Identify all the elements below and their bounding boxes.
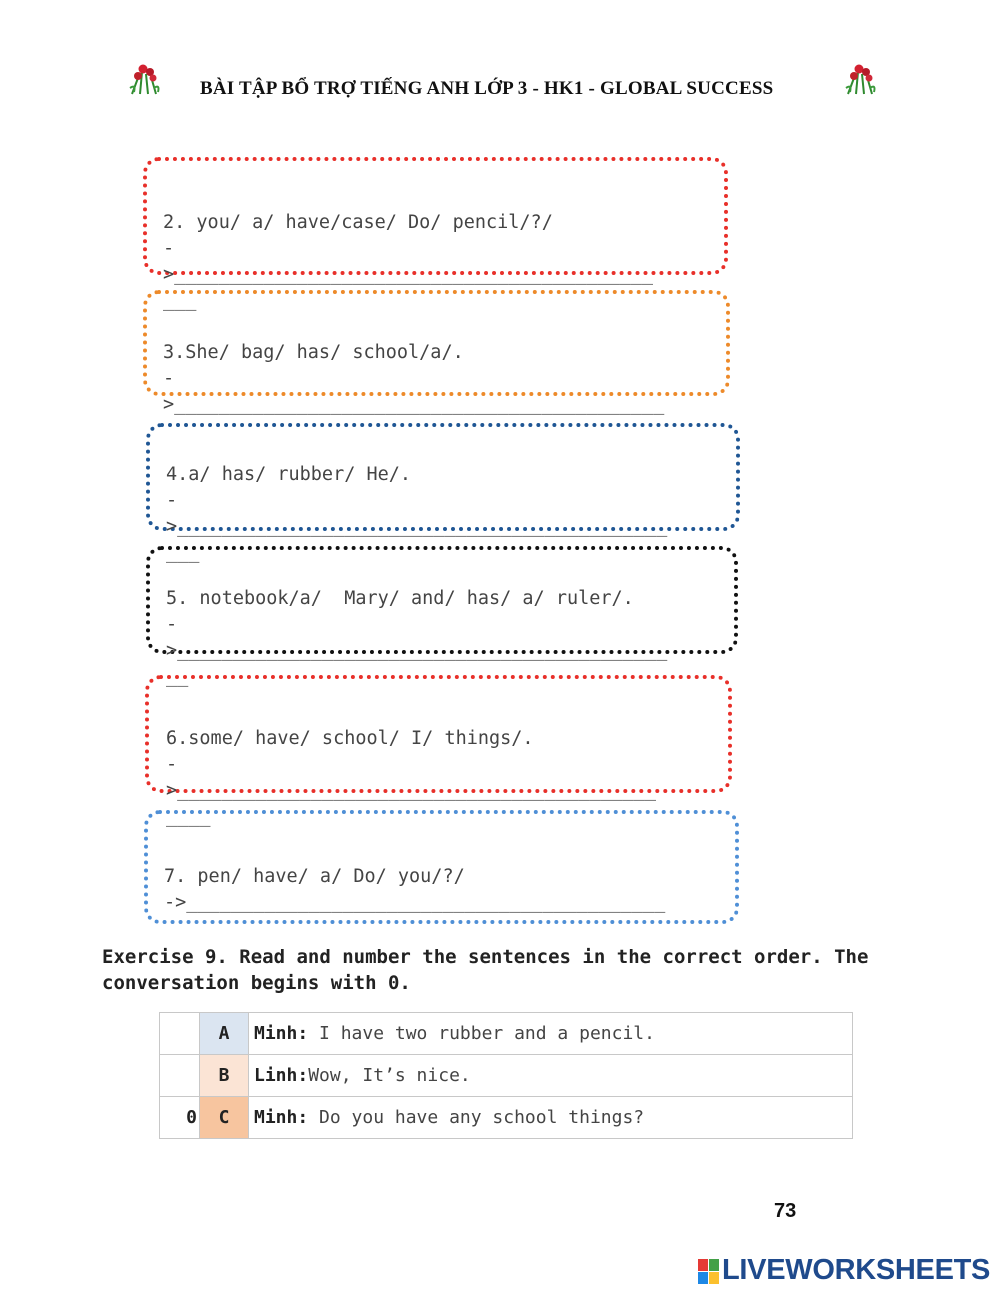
answer-arrow: - <box>163 368 175 389</box>
answer-line[interactable]: ->___________________________________________ <box>164 892 666 913</box>
answer-line[interactable]: >____________________________________________ <box>166 516 668 537</box>
answer-line-overflow: ____ <box>166 806 211 827</box>
exercise-title: Exercise 9. Read and number the sentences in the correct order. The conversation begins with 0. <box>102 946 869 994</box>
page-header <box>0 70 1000 110</box>
answer-line[interactable]: >___________________________________________ <box>166 780 657 801</box>
table-row <box>160 1055 853 1097</box>
order-number-cell[interactable] <box>160 1055 200 1097</box>
sentence-cell <box>249 1055 853 1097</box>
question-text-5 <box>166 560 667 690</box>
letter-cell: B <box>200 1055 249 1097</box>
sentence-text: I have two rubber and a pencil. <box>308 1023 655 1044</box>
question-prompt: 7. pen/ have/ a/ Do/ you/?/ <box>164 866 465 887</box>
speaker-name: Minh: <box>254 1023 309 1044</box>
speaker-name: Minh: <box>254 1107 309 1128</box>
answer-line-overflow: ___ <box>166 542 200 563</box>
page-number: 73 <box>774 1200 797 1222</box>
answer-arrow: - <box>166 614 178 635</box>
question-prompt: 4.a/ has/ rubber/ He/. <box>166 464 412 485</box>
question-text-7 <box>164 838 665 916</box>
brand-footer[interactable] <box>698 1254 998 1288</box>
conversation-table <box>159 1012 853 1139</box>
answer-line-overflow: ___ <box>163 290 197 311</box>
liveworksheets-logo-icon <box>698 1259 720 1285</box>
question-text-3 <box>163 314 664 418</box>
speaker-name: Linh: <box>254 1065 309 1086</box>
answer-arrow: - <box>166 754 178 775</box>
sentence-cell <box>249 1013 853 1055</box>
sentence-cell <box>249 1097 853 1139</box>
table-row <box>160 1013 853 1055</box>
letter-cell: A <box>200 1013 249 1055</box>
question-prompt: 3.She/ bag/ has/ school/a/. <box>163 342 464 363</box>
answer-arrow: - <box>163 238 175 259</box>
letter-cell: C <box>200 1097 249 1139</box>
answer-arrow: - <box>166 490 178 511</box>
flower-icon <box>842 58 882 98</box>
question-prompt: 2. you/ a/ have/case/ Do/ pencil/?/ <box>163 212 553 233</box>
answer-line[interactable]: >____________________________________________ <box>166 640 668 661</box>
flower-icon <box>126 58 166 98</box>
sentence-text: Do you have any school things? <box>308 1107 645 1128</box>
page-title: BÀI TẬP BỔ TRỢ TIẾNG ANH LỚP 3 - HK1 - GLOBAL SUCCESS <box>200 78 774 99</box>
question-prompt: 6.some/ have/ school/ I/ things/. <box>166 728 534 749</box>
sentence-text: Wow, It’s nice. <box>308 1065 471 1086</box>
order-number-cell[interactable] <box>160 1013 200 1055</box>
brand-name: LIVEWORKSHEETS <box>722 1254 991 1286</box>
answer-line[interactable]: >___________________________________________ <box>163 264 654 285</box>
question-prompt: 5. notebook/a/ Mary/ and/ has/ a/ ruler/. <box>166 588 634 609</box>
order-number-cell[interactable]: 0 <box>160 1097 200 1139</box>
answer-line[interactable]: >____________________________________________ <box>163 394 665 415</box>
table-row <box>160 1097 853 1139</box>
answer-line-overflow: __ <box>166 666 189 687</box>
